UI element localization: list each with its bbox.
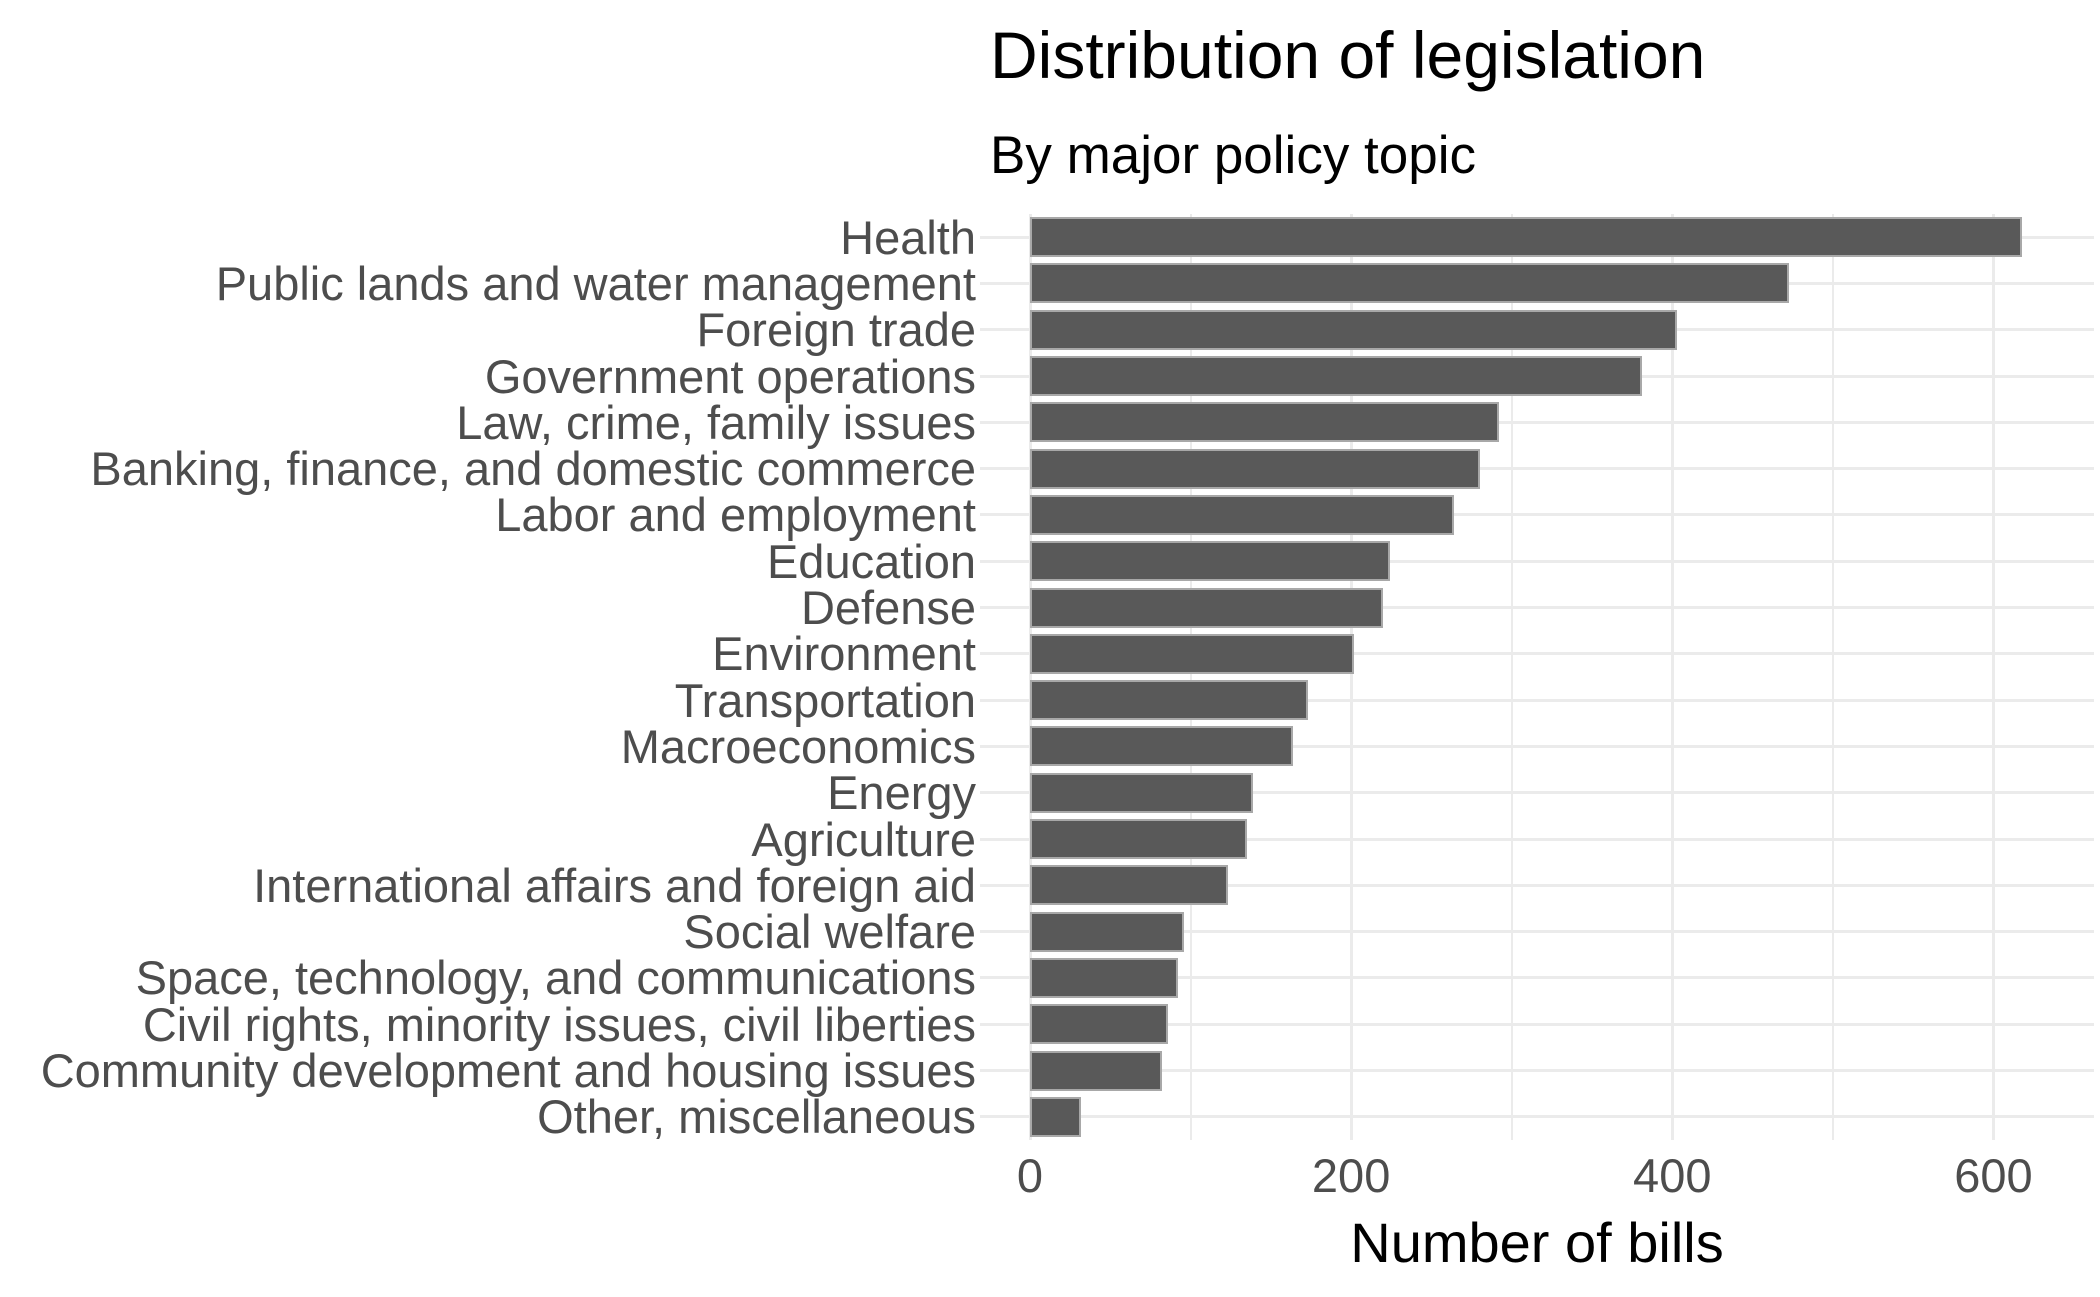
bar <box>1030 356 1642 396</box>
bar <box>1030 865 1228 905</box>
category-label: Civil rights, minority issues, civil liberties <box>142 997 976 1051</box>
gridline-vertical-major <box>1671 214 1674 1140</box>
x-tick-label: 400 <box>1633 1149 1712 1202</box>
gridline-vertical-major <box>1350 214 1353 1140</box>
bar <box>1030 1051 1162 1091</box>
category-label: Government operations <box>484 349 976 403</box>
bar <box>1030 680 1308 720</box>
chart-title: Distribution of legislation <box>990 18 1706 92</box>
bar <box>1030 912 1184 952</box>
bar <box>1030 726 1293 766</box>
category-label: Defense <box>800 581 976 635</box>
bar <box>1030 958 1178 998</box>
gridline-vertical-minor <box>1190 214 1192 1140</box>
y-axis-category-labels <box>0 210 976 1144</box>
gridline-horizontal <box>980 1115 2094 1118</box>
category-label: Law, crime, family issues <box>456 395 976 449</box>
bar <box>1030 263 1789 303</box>
x-axis-tick-labels <box>980 1148 2094 1208</box>
x-axis-title: Number of bills <box>1350 1211 1724 1274</box>
category-label: International affairs and foreign aid <box>253 858 976 912</box>
category-label: Education <box>766 534 976 588</box>
bar <box>1030 588 1383 628</box>
bar <box>1030 217 2022 257</box>
category-label: Transportation <box>674 673 976 727</box>
chart-subtitle: By major policy topic <box>990 126 1477 185</box>
category-label: Macroeconomics <box>620 719 976 773</box>
bar <box>1030 634 1354 674</box>
bar <box>1030 819 1247 859</box>
gridline-vertical-major <box>1029 214 1032 1140</box>
gridline-vertical-minor <box>1511 214 1513 1140</box>
bar <box>1030 402 1499 442</box>
category-label: Other, miscellaneous <box>537 1090 976 1144</box>
category-label: Public lands and water management <box>215 256 976 310</box>
category-label: Agriculture <box>751 812 976 866</box>
category-label: Labor and employment <box>495 488 976 542</box>
category-label: Space, technology, and communications <box>135 951 976 1005</box>
gridline-vertical-minor <box>1832 214 1834 1140</box>
category-label: Community development and housing issues <box>40 1044 976 1098</box>
category-label: Environment <box>712 627 976 681</box>
bar <box>1030 1097 1081 1137</box>
bar <box>1030 310 1677 350</box>
bar <box>1030 1004 1168 1044</box>
gridline-vertical-major <box>1992 214 1995 1140</box>
category-label: Social welfare <box>683 905 976 959</box>
category-label: Energy <box>827 766 976 820</box>
bar <box>1030 495 1454 535</box>
category-label: Banking, finance, and domestic commerce <box>90 442 976 496</box>
category-label: Health <box>840 210 976 264</box>
x-tick-label: 600 <box>1954 1149 2033 1202</box>
category-label: Foreign trade <box>696 303 976 357</box>
bar <box>1030 449 1480 489</box>
x-tick-label: 200 <box>1311 1149 1391 1202</box>
plot-panel <box>980 214 2094 1140</box>
bar <box>1030 541 1390 581</box>
bar <box>1030 773 1253 813</box>
x-tick-label: 0 <box>1016 1149 1044 1202</box>
